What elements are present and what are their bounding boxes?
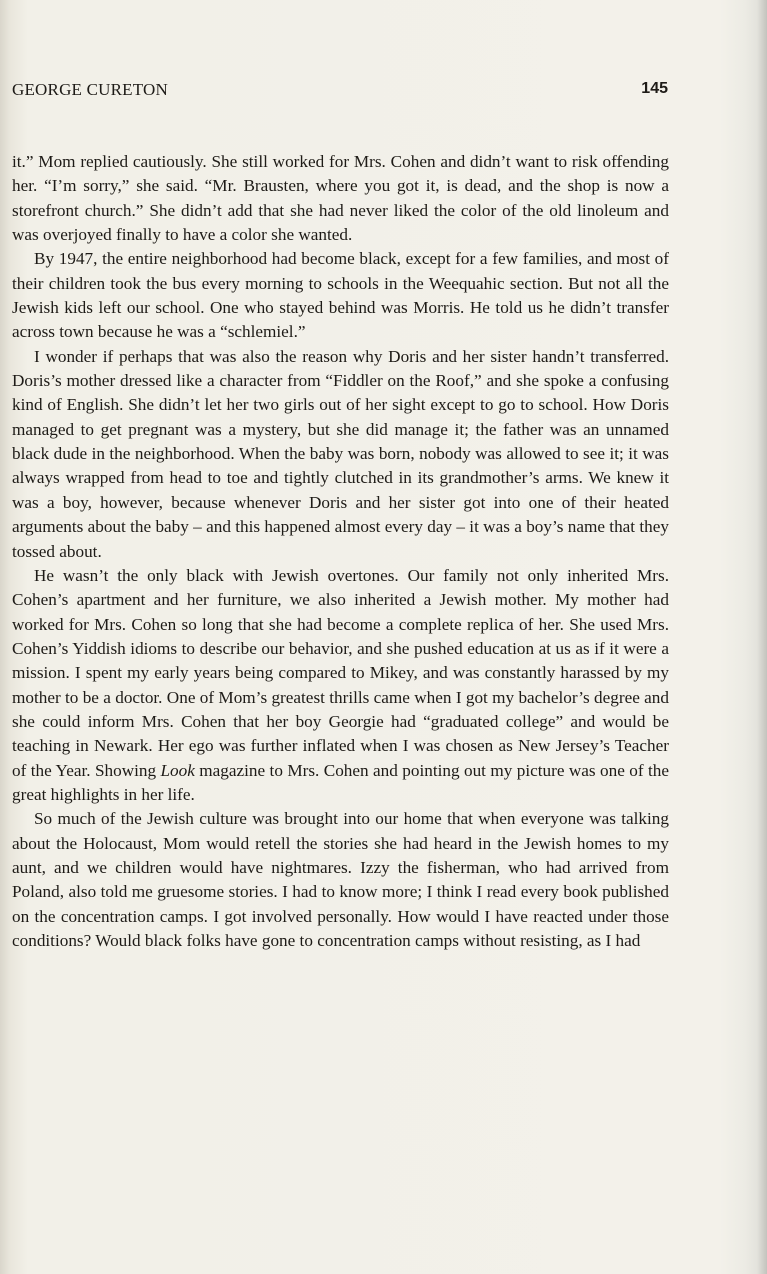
paragraph-4 xyxy=(12,564,669,807)
magazine-title: Look xyxy=(160,760,195,780)
paragraph-5: So much of the Jewish culture was brought into our home that when everyone was talking about the Holocaust, Mom would retell the stories she had heard in the Jewish homes to my aunt, and we children would have nightmares. Izzy the fisherman, who had arrived from Poland, also told me gruesome stories. I had to know more; I think I read every book published on the concentration camps. I got involved personally. How would I have reacted under those conditions? Would black folks have gone to concentration camps without resisting, as I had xyxy=(12,809,669,950)
page-edge-shadow xyxy=(757,0,767,1274)
body-text xyxy=(12,150,669,953)
running-header xyxy=(12,80,668,102)
paragraph-3: I wonder if perhaps that was also the reason why Doris and her sister handn’t transferred. Doris’s mother dressed like a character from “Fiddler on the Roof,” and she spoke a confusing kind of English. She didn’t let her two girls out of her sight except to go to school. How Doris managed to get pregnant was a mystery, but she did manage it; the father was an unnamed black dude in the neighborhood. When the baby was born, nobody was allowed to see it; it was always wrapped from head to toe and tightly clutched in its grandmother’s arms. We knew it was a boy, however, because whenever Doris and her sister got into one of their heated arguments about the baby – and this happened almost every day – it was a boy’s name that they tossed about. xyxy=(12,346,669,561)
page-number: 145 xyxy=(641,80,668,97)
paragraph-4-text-before: He wasn’t the only black with Jewish overtones. Our family not only inherited Mrs. Cohen’s apartment and her furniture, we also inherited a Jewish mother. My mother had worked for Mrs. Cohen so long that she had become a complete replica of her. She used Mrs. Cohen’s Yiddish idioms to describe our behavior, and she pushed education at us as if it were a mission. I spent my early years being compared to Mikey, and was constantly harassed by my mother to be a doctor. One of Mom’s greatest thrills came when I got my bachelor’s degree and she could inform Mrs. Cohen that her boy Georgie had “graduated college” and would be teaching in Newark. Her ego was further inflated when I was chosen as New Jersey’s Teacher of the Year. Showing xyxy=(12,565,669,780)
paragraph-2: By 1947, the entire neighborhood had become black, except for a few families, and most of their children took the bus every morning to schools in the Weequahic section. But not all the Jewish kids left our school. One who stayed behind was Morris. He told us he didn’t transfer across town because he was a “schlemiel.” xyxy=(12,249,669,342)
running-title: GEORGE CURETON xyxy=(12,80,168,99)
paragraph-1: it.” Mom replied cautiously. She still worked for Mrs. Cohen and didn’t want to risk offending her. “I’m sorry,” she said. “Mr. Brausten, where you got it, is dead, and the shop is now a storefront church.” She didn’t add that she had never liked the color of the old linoleum and was overjoyed finally to have a color she wanted. xyxy=(12,152,669,245)
paragraph-4-text-after: magazine to Mrs. Cohen and pointing out my picture was one of the great highlights in her life. xyxy=(12,760,669,804)
